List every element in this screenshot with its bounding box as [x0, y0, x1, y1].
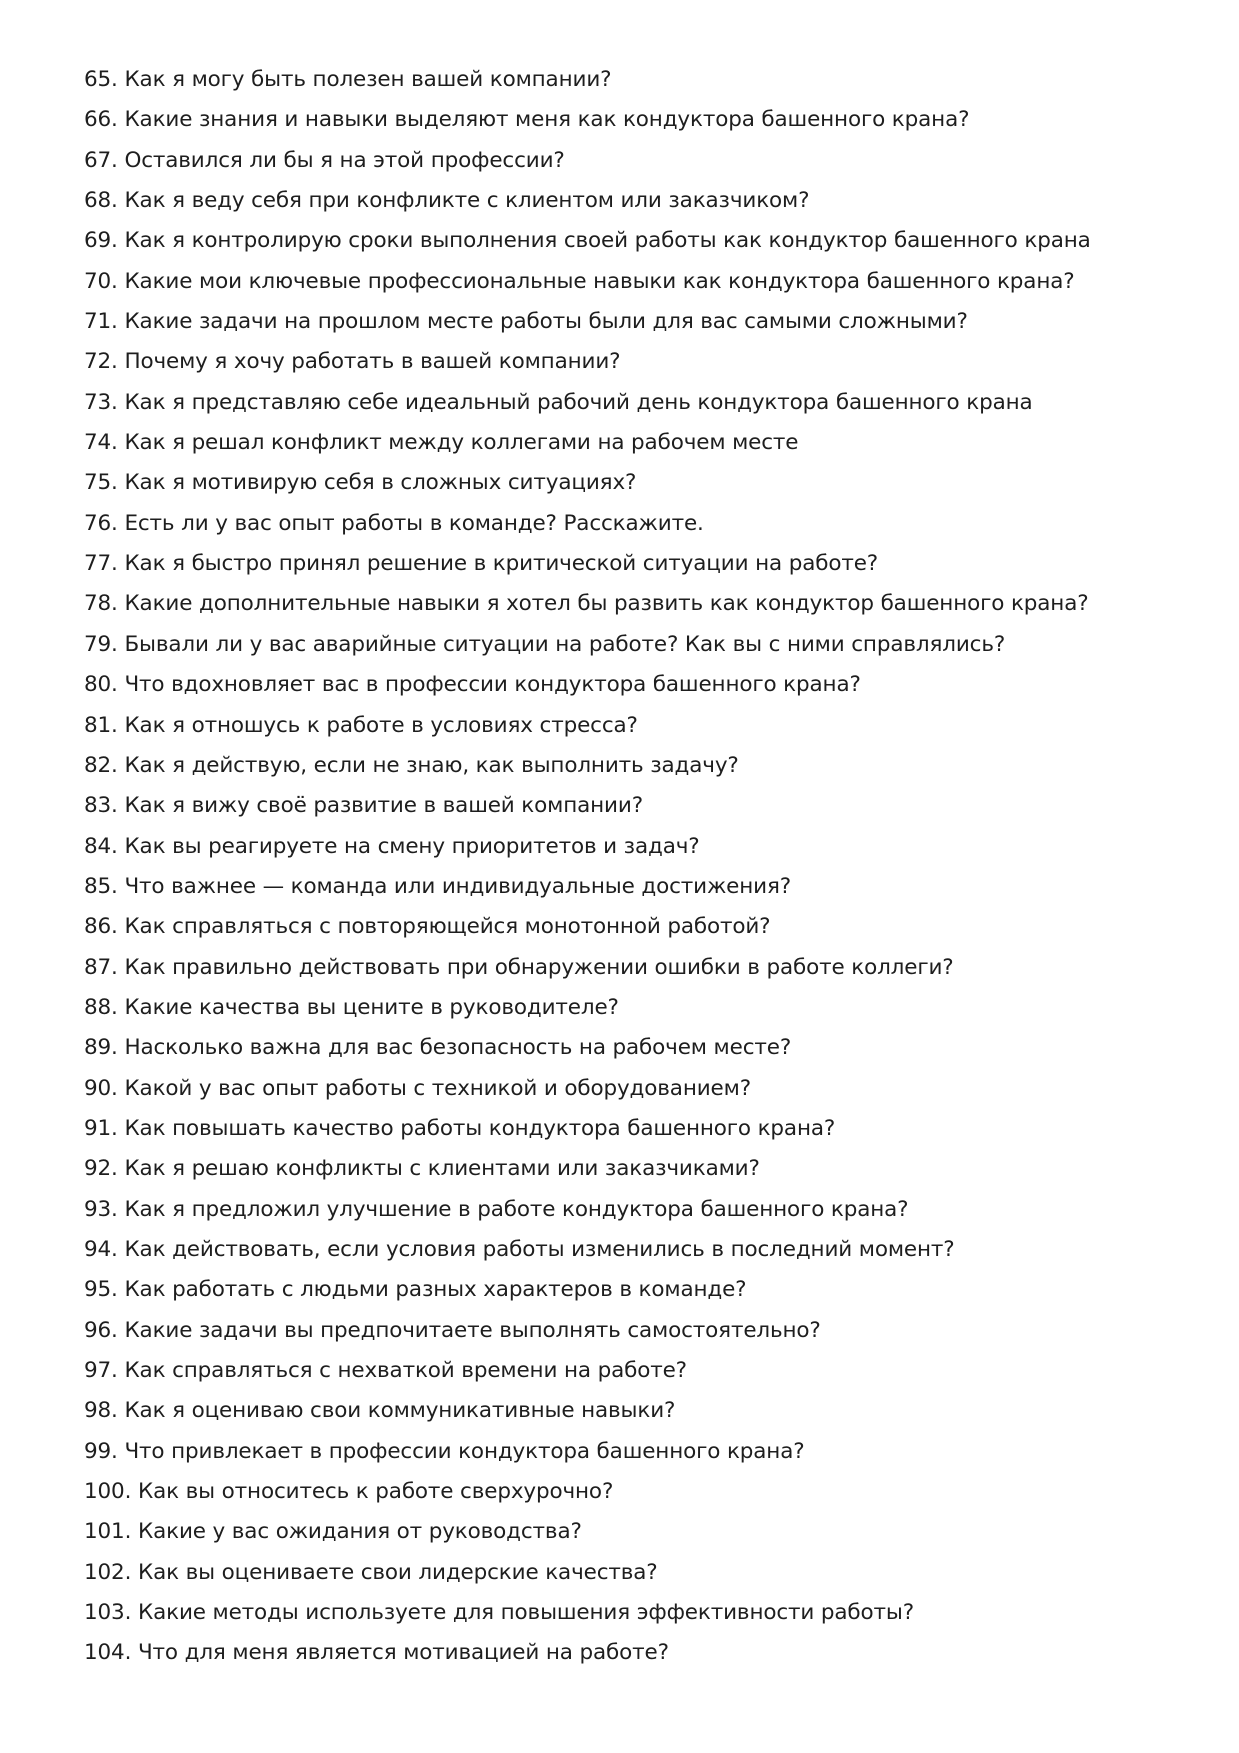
question-number: 66. — [84, 107, 118, 133]
list-item — [84, 1472, 1194, 1512]
list-item — [84, 1553, 1194, 1593]
list-item — [84, 1028, 1194, 1068]
question-number: 82. — [84, 752, 118, 778]
question-number: 65. — [84, 67, 118, 92]
question-text: Как работать с людьми разных характеров в команде? — [124, 1277, 747, 1303]
question-text: Как я оцениваю свои коммуникативные навыки? — [124, 1398, 676, 1424]
question-text: Оставился ли бы я на этой профессии? — [124, 147, 565, 173]
list-item — [84, 746, 1194, 786]
question-number: 95. — [84, 1277, 118, 1303]
list-item — [84, 1633, 1194, 1673]
question-text: Как я отношусь к работе в условиях стресса? — [124, 712, 638, 738]
question-number: 87. — [84, 954, 118, 980]
list-item — [84, 907, 1194, 947]
question-number: 79. — [84, 631, 118, 657]
question-number: 98. — [84, 1398, 118, 1424]
question-number: 104. — [84, 1640, 132, 1666]
list-item — [84, 544, 1194, 584]
list-item — [84, 504, 1194, 544]
question-text: Как я мотивирую себя в сложных ситуациях? — [124, 470, 637, 496]
question-number: 72. — [84, 349, 118, 375]
list-item — [84, 181, 1194, 221]
question-text: Как вы реагируете на смену приоритетов и задач? — [124, 833, 700, 859]
list-item — [84, 988, 1194, 1028]
list-item — [84, 867, 1194, 907]
question-text: Бывали ли у вас аварийные ситуации на работе? Как вы с ними справлялись? — [124, 631, 1006, 657]
list-item — [84, 1069, 1194, 1109]
question-text: Какие задачи на прошлом месте работы были для вас самыми сложными? — [124, 309, 968, 335]
question-text: Как я решал конфликт между коллегами на рабочем месте — [124, 430, 799, 456]
question-text: Как я веду себя при конфликте с клиентом или заказчиком? — [124, 188, 810, 214]
question-number: 71. — [84, 309, 118, 335]
list-item — [84, 1391, 1194, 1431]
question-text: Какой у вас опыт работы с техникой и оборудованием? — [124, 1075, 751, 1101]
question-number: 92. — [84, 1156, 118, 1182]
question-text: Как действовать, если условия работы изменились в последний момент? — [124, 1236, 955, 1262]
list-item — [84, 1432, 1194, 1472]
question-number: 76. — [84, 510, 118, 536]
question-text: Как я могу быть полезен вашей компании? — [124, 67, 612, 92]
question-text: Как справляться с нехваткой времени на работе? — [124, 1358, 687, 1383]
question-number: 74. — [84, 430, 118, 456]
question-text: Как справляться с повторяющейся монотонной работой? — [124, 914, 771, 940]
list-item — [84, 60, 1194, 100]
question-text: Какие качества вы цените в руководителе? — [124, 994, 619, 1020]
list-item — [84, 706, 1194, 746]
question-number: 67. — [84, 147, 118, 173]
list-item — [84, 383, 1194, 423]
question-text: Как я предложил улучшение в работе кондуктора башенного крана? — [124, 1196, 909, 1222]
question-number: 77. — [84, 551, 118, 577]
question-number: 70. — [84, 268, 118, 294]
list-item — [84, 584, 1194, 624]
question-text: Как вы относитесь к работе сверхурочно? — [137, 1479, 614, 1505]
list-item — [84, 1351, 1194, 1391]
question-text: Какие задачи вы предпочитаете выполнять самостоятельно? — [124, 1317, 821, 1343]
question-number: 68. — [84, 188, 118, 214]
question-text: Что вдохновляет вас в профессии кондуктора башенного крана? — [124, 672, 861, 698]
list-item — [84, 948, 1194, 988]
list-item — [84, 827, 1194, 867]
list-item — [84, 463, 1194, 503]
question-number: 103. — [84, 1600, 132, 1626]
list-item — [84, 665, 1194, 705]
question-text: Есть ли у вас опыт работы в команде? Расскажите. — [124, 510, 704, 536]
list-item — [84, 302, 1194, 342]
question-text: Как я быстро принял решение в критической ситуации на работе? — [124, 551, 879, 577]
list-item — [84, 1512, 1194, 1552]
question-text: Как правильно действовать при обнаружении ошибки в работе коллеги? — [124, 954, 954, 980]
question-number: 86. — [84, 914, 118, 940]
question-text: Как я вижу своё развитие в вашей компании? — [124, 793, 643, 819]
question-number: 96. — [84, 1317, 118, 1343]
question-text: Как я решаю конфликты с клиентами или заказчиками? — [124, 1156, 760, 1182]
question-number: 69. — [84, 228, 118, 254]
list-item — [84, 423, 1194, 463]
list-item — [84, 342, 1194, 382]
question-number: 93. — [84, 1196, 118, 1222]
list-item — [84, 1109, 1194, 1149]
list-item — [84, 786, 1194, 826]
question-text: Что привлекает в профессии кондуктора башенного крана? — [124, 1438, 805, 1464]
question-number: 73. — [84, 389, 118, 415]
question-text: Как вы оцениваете свои лидерские качества? — [137, 1559, 658, 1585]
list-item — [84, 1593, 1194, 1633]
question-text: Какие методы используете для повышения эффективности работы? — [137, 1600, 915, 1626]
question-text: Что важнее — команда или индивидуальные достижения? — [124, 873, 792, 899]
question-text: Какие дополнительные навыки я хотел бы развить как кондуктор башенного крана? — [124, 591, 1089, 617]
question-number: 81. — [84, 712, 118, 738]
list-item — [84, 221, 1194, 261]
list-item — [84, 1190, 1194, 1230]
question-number: 80. — [84, 672, 118, 698]
list-item — [84, 1230, 1194, 1270]
question-number: 102. — [84, 1559, 132, 1585]
question-text: Насколько важна для вас безопасность на рабочем месте? — [124, 1035, 792, 1061]
question-text: Как повышать качество работы кондуктора башенного крана? — [124, 1115, 836, 1141]
question-text: Как я контролирую сроки выполнения своей работы как кондуктор башенного крана — [124, 228, 1091, 254]
list-item — [84, 1270, 1194, 1310]
question-number: 97. — [84, 1358, 118, 1383]
list-item — [84, 1311, 1194, 1351]
question-text: Что для меня является мотивацией на работе? — [137, 1640, 669, 1666]
question-list — [84, 60, 1194, 1674]
question-number: 75. — [84, 470, 118, 496]
list-item — [84, 625, 1194, 665]
question-text: Почему я хочу работать в вашей компании? — [124, 349, 621, 375]
list-item — [84, 100, 1194, 140]
question-text: Какие знания и навыки выделяют меня как кондуктора башенного крана? — [124, 107, 970, 133]
question-text: Как я действую, если не знаю, как выполнить задачу? — [124, 752, 739, 778]
question-number: 78. — [84, 591, 118, 617]
question-number: 84. — [84, 833, 118, 859]
question-number: 94. — [84, 1236, 118, 1262]
question-text: Как я представляю себе идеальный рабочий день кондуктора башенного крана — [124, 389, 1033, 415]
question-text: Какие у вас ожидания от руководства? — [137, 1519, 582, 1545]
list-item — [84, 1149, 1194, 1189]
question-number: 99. — [84, 1438, 118, 1464]
question-number: 101. — [84, 1519, 132, 1545]
list-item — [84, 262, 1194, 302]
question-number: 89. — [84, 1035, 118, 1061]
question-number: 85. — [84, 873, 118, 899]
question-number: 88. — [84, 994, 118, 1020]
question-number: 91. — [84, 1115, 118, 1141]
question-number: 90. — [84, 1075, 118, 1101]
list-item — [84, 141, 1194, 181]
question-text: Какие мои ключевые профессиональные навыки как кондуктора башенного крана? — [124, 268, 1075, 294]
question-number: 100. — [84, 1479, 132, 1505]
question-number: 83. — [84, 793, 118, 819]
